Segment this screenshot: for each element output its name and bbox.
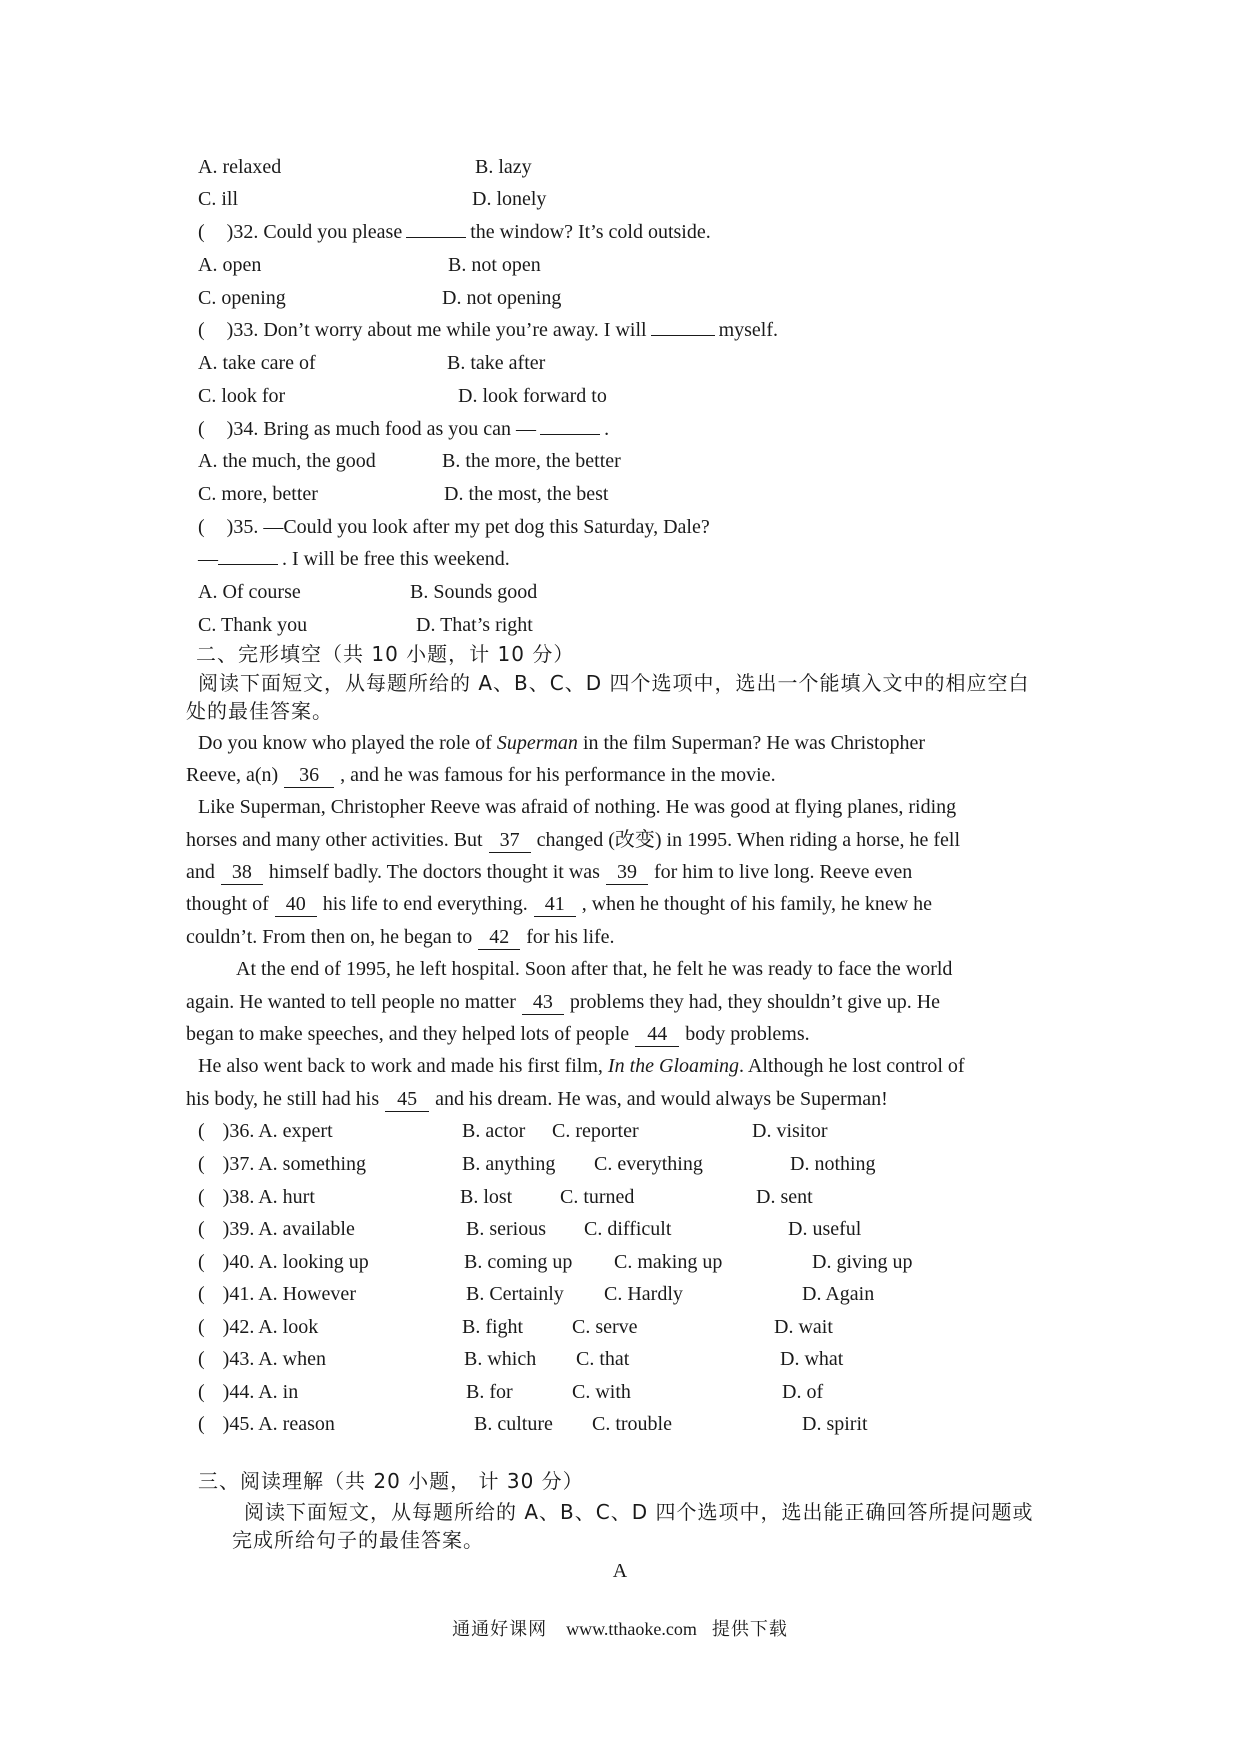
cloze-38-option-c: C. turned	[560, 1186, 635, 1208]
cloze-45-option-b: B. culture	[474, 1413, 553, 1435]
cloze-42-option-b: B. fight	[462, 1316, 524, 1338]
blank-45: 45	[385, 1087, 429, 1112]
cloze-43-option-d: D. what	[780, 1348, 844, 1370]
q31-option-c: C. ill	[198, 188, 239, 210]
cloze-40-option-c: C. making up	[614, 1251, 723, 1273]
q32-option-c: C. opening	[198, 287, 286, 309]
q34-option-d: D. the most, the best	[444, 483, 609, 505]
cloze-row-36: ( )36. A. expert	[198, 1120, 333, 1142]
q34-option-b: B. the more, the better	[442, 450, 621, 472]
q32-option-d: D. not opening	[442, 287, 562, 309]
cloze-41-option-c: C. Hardly	[604, 1283, 683, 1305]
q31-option-a: A. relaxed	[198, 156, 282, 178]
section3-title: 三、阅读理解（共 20 小题， 计 30 分）	[198, 1469, 584, 1493]
cloze-39-option-c: C. difficult	[584, 1218, 672, 1240]
cloze-37-option-d: D. nothing	[790, 1153, 876, 1175]
q32-blank	[406, 237, 466, 238]
q35-stem: ( )35. —Could you look after my pet dog this Saturday, Dale?	[198, 516, 710, 538]
blank-41: 41	[534, 892, 576, 917]
cloze-36-option-c: C. reporter	[552, 1120, 639, 1142]
cloze-40-option-b: B. coming up	[464, 1251, 573, 1273]
q34-option-a: A. the much, the good	[198, 450, 376, 472]
q34-stem: ( )34. Bring as much food as you can — .	[198, 418, 610, 440]
cloze-43-option-b: B. which	[464, 1348, 537, 1370]
footer-suffix: 提供下载	[711, 1619, 788, 1640]
footer-url[interactable]: www.tthaoke.com	[566, 1619, 697, 1639]
cloze-45-option-d: D. spirit	[802, 1413, 868, 1435]
cloze-45-option-c: C. trouble	[592, 1413, 672, 1435]
cloze-36-option-b: B. actor	[462, 1120, 526, 1142]
blank-37: 37	[489, 828, 531, 853]
passage-p4-line1: He also went back to work and made his first film, In the Gloaming. Although he lost control of	[198, 1055, 965, 1077]
passage-p2-line2: horses and many other activities. But 37 changed (改变) in 1995. When riding a horse, he fell	[186, 829, 961, 851]
footer-site-name: 通通好课网	[452, 1619, 548, 1640]
cloze-row-42: ( )42. A. look	[198, 1316, 319, 1338]
cloze-42-option-d: D. wait	[774, 1316, 833, 1338]
passage-p1-line1: Do you know who played the role of Superman in the film Superman? He was Christopher	[198, 732, 926, 754]
q35-reply: — . I will be free this weekend.	[198, 548, 510, 570]
reading-part-label: A	[612, 1560, 628, 1582]
q33-option-c: C. look for	[198, 385, 286, 407]
page-footer	[0, 1613, 1240, 1647]
q31-option-b: B. lazy	[475, 156, 532, 178]
passage-p2-line4: thought of 40 his life to end everything. 41 , when he thought of his family, he knew he	[186, 893, 933, 915]
cloze-43-option-c: C. that	[576, 1348, 630, 1370]
q35-option-d: D. That’s right	[416, 614, 533, 636]
cloze-row-39: ( )39. A. available	[198, 1218, 355, 1240]
cloze-41-option-d: D. Again	[802, 1283, 875, 1305]
section3-instruction-line1: 阅读下面短文，从每题所给的 A、B、C、D 四个选项中，选出能正确回答所提问题或	[244, 1500, 1034, 1524]
cloze-row-37: ( )37. A. something	[198, 1153, 367, 1175]
q33-option-a: A. take care of	[198, 352, 316, 374]
cloze-row-43: ( )43. A. when	[198, 1348, 326, 1370]
section2-instruction-line2: 处的最佳答案。	[186, 699, 333, 723]
q34-blank	[540, 434, 600, 435]
cloze-44-option-d: D. of	[782, 1381, 824, 1403]
cloze-row-41: ( )41. A. However	[198, 1283, 356, 1305]
passage-p3-line1: At the end of 1995, he left hospital. Soon after that, he felt he was ready to face the world	[236, 958, 953, 980]
passage-p3-line2: again. He wanted to tell people no matter 43 problems they had, they shouldn’t give up. He	[186, 991, 941, 1013]
passage-p3-line3: began to make speeches, and they helped lots of people 44 body problems.	[186, 1023, 810, 1045]
q33-blank	[651, 335, 715, 336]
q35-option-b: B. Sounds good	[410, 581, 538, 603]
q32-option-a: A. open	[198, 254, 262, 276]
blank-38: 38	[221, 860, 263, 885]
cloze-40-option-d: D. giving up	[812, 1251, 913, 1273]
cloze-row-45: ( )45. A. reason	[198, 1413, 335, 1435]
q31-option-d: D. lonely	[472, 188, 547, 210]
cloze-row-44: ( )44. A. in	[198, 1381, 299, 1403]
blank-44: 44	[635, 1022, 679, 1047]
q32-option-b: B. not open	[448, 254, 541, 276]
cloze-row-40: ( )40. A. looking up	[198, 1251, 369, 1273]
blank-40: 40	[275, 892, 317, 917]
q33-stem: ( )33. Don’t worry about me while you’re away. I will myself.	[198, 319, 779, 341]
cloze-37-option-b: B. anything	[462, 1153, 556, 1175]
q35-option-c: C. Thank you	[198, 614, 308, 636]
cloze-38-option-b: B. lost	[460, 1186, 513, 1208]
q32-stem: ( )32. Could you please the window? It’s cold outside.	[198, 221, 711, 243]
section3-instruction-line2: 完成所给句子的最佳答案。	[232, 1528, 484, 1552]
cloze-44-option-b: B. for	[466, 1381, 513, 1403]
q34-option-c: C. more, better	[198, 483, 318, 505]
cloze-row-38: ( )38. A. hurt	[198, 1186, 315, 1208]
blank-36: 36	[284, 763, 334, 788]
cloze-38-option-d: D. sent	[756, 1186, 813, 1208]
cloze-36-option-d: D. visitor	[752, 1120, 828, 1142]
section2-instruction-line1: 阅读下面短文，从每题所给的 A、B、C、D 四个选项中，选出一个能填入文中的相应空白	[198, 671, 1030, 695]
blank-43: 43	[522, 990, 564, 1015]
passage-p2-line3: and 38 himself badly. The doctors thought it was 39 for him to live long. Reeve even	[186, 861, 913, 883]
q33-option-b: B. take after	[447, 352, 546, 374]
cloze-37-option-c: C. everything	[594, 1153, 703, 1175]
passage-p2-line5: couldn’t. From then on, he began to 42 for his life.	[186, 926, 615, 948]
q33-option-d: D. look forward to	[458, 385, 607, 407]
passage-p1-line2: Reeve, a(n) 36 , and he was famous for his performance in the movie.	[186, 764, 776, 786]
blank-42: 42	[478, 925, 520, 950]
blank-39: 39	[606, 860, 648, 885]
cloze-41-option-b: B. Certainly	[466, 1283, 564, 1305]
cloze-44-option-c: C. with	[572, 1381, 631, 1403]
passage-p2-line1: Like Superman, Christopher Reeve was afraid of nothing. He was good at flying planes, riding	[198, 796, 957, 818]
q35-blank	[218, 564, 278, 565]
q35-option-a: A. Of course	[198, 581, 301, 603]
passage-p4-line2: his body, he still had his 45 and his dream. He was, and would always be Superman!	[186, 1088, 888, 1110]
cloze-39-option-d: D. useful	[788, 1218, 862, 1240]
cloze-42-option-c: C. serve	[572, 1316, 638, 1338]
cloze-39-option-b: B. serious	[466, 1218, 546, 1240]
section2-title: 二、完形填空（共 10 小题，计 10 分）	[196, 642, 575, 666]
